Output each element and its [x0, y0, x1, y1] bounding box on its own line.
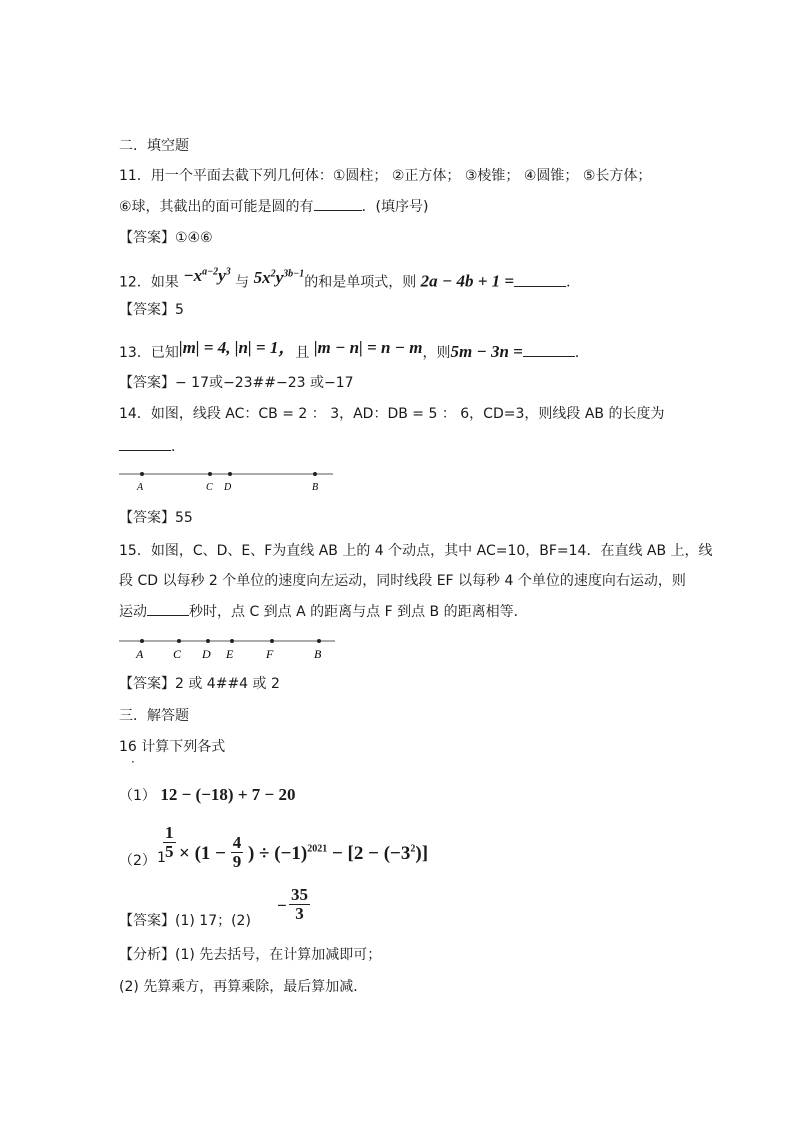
q12-term2: $5x^2y^{3b-1}$: [253, 267, 305, 287]
q14-point-b: [313, 472, 317, 476]
q16-part1-expr: 12 − (−18) + 7 − 20: [160, 785, 296, 804]
q16-answer-fraction: $\frac{35}{3}$: [291, 885, 308, 923]
q15-label-d: D: [202, 647, 211, 661]
section-title-fill-in: 二．填空题: [119, 138, 189, 154]
q14-line2: ．: [119, 436, 185, 457]
q14-line1: 14．如图，线段 AC：CB = 2 ： 3，AD：DB = 5 ： 6，CD=3，则线段 AB 的长度为: [119, 406, 665, 422]
q15-point-e: [230, 639, 234, 643]
q15-point-a: [140, 639, 144, 643]
q15-line2: 段 CD 以每秒 2 个单位的速度向左运动，同时线段 EF 以每秒 4 个单位的速度向右运动，则: [119, 573, 686, 589]
q16-part2-fraction1: $\frac{1}{5}$: [165, 823, 174, 861]
q16-dot: ·: [131, 755, 135, 769]
q14-point-a: [140, 472, 144, 476]
q11-answer: 【答案】①④⑥: [119, 230, 213, 246]
q14-label-d: D: [224, 482, 232, 493]
q16-title: 16 计算下列各式: [119, 739, 226, 755]
q16-part2-int: 1: [157, 850, 166, 866]
q11-line2: ⑥球，其截出的面可能是圆的有 ．(填序号): [119, 196, 429, 217]
q14-point-d: [228, 472, 232, 476]
q11-blank[interactable]: [314, 196, 362, 211]
q15-blank[interactable]: [147, 601, 189, 616]
q15-point-f: [270, 639, 274, 643]
q14-answer: 【答案】55: [119, 510, 193, 526]
q13-expr: 5m − 3n =: [450, 342, 523, 361]
q14-number-line: [119, 466, 339, 494]
q14-label-b: B: [312, 482, 319, 493]
q15-point-d: [206, 639, 210, 643]
q12-expr: 2a − 4b + 1 =: [420, 271, 515, 291]
q16-analysis-2: (2) 先算乘方，再算乘除，最后算加减．: [119, 979, 368, 995]
q12-blank[interactable]: [514, 272, 566, 287]
q15-line1: 15．如图，C、D、E、F为直线 AB 上的 4 个动点，其中 AC=10，BF=14．在直线 AB 上，线: [119, 543, 713, 559]
q13-cond2: |m − n| = n − m: [313, 338, 423, 357]
section-title-solve: 三．解答题: [119, 708, 189, 724]
q13-blank[interactable]: [523, 342, 575, 357]
q15-label-b: B: [314, 647, 322, 661]
q14-point-c: [208, 472, 212, 476]
q15-label-c: C: [173, 647, 182, 661]
q13-cond1: |m| = 4, |n| = 1，: [178, 338, 296, 357]
q15-label-f: F: [266, 647, 274, 661]
q15-point-c: [177, 639, 181, 643]
q16-part2: （2） 1 $\frac{1}{5}$ × (1 − $\frac{4}{9}$ ) ÷ $(-1)^{2021} - [2 - (-3^2)]$: [119, 823, 429, 871]
q14-label-c: C: [206, 482, 213, 493]
q16-part1: （1） 12 − (−18) + 7 − 20: [119, 785, 296, 804]
q12-line: 12．如果 $-x^{a-2}y^3$ 与 $5x^2y^{3b-1}$的和是单项式，则 2a − 4b + 1 = ．: [119, 265, 581, 291]
q16-part2-expr: × (1 − $\frac{4}{9}$ ) ÷ $(-1)^{2021} - [2 - (-3^2)]$: [179, 833, 429, 871]
q16-answer: 【答案】(1) 17；(2) − $\frac{35}{3}$: [119, 885, 308, 929]
q15-label-a: A: [136, 647, 144, 661]
q14-blank[interactable]: [119, 436, 171, 451]
q11-line1: 11．用一个平面去截下列几何体：①圆柱； ②正方体； ③棱锥； ④圆锥； ⑤长方体；: [119, 168, 652, 184]
q15-label-e: E: [226, 647, 234, 661]
q13-answer: 【答案】− 17或−23##−23 或−17: [119, 375, 354, 391]
q13-line: 13．已知|m| = 4, |n| = 1，且 |m − n| = n − m，则5m − 3n = ．: [119, 338, 589, 361]
q15-point-b: [317, 639, 321, 643]
q15-number-line: [119, 632, 341, 662]
q12-answer: 【答案】5: [119, 302, 184, 318]
q16-analysis-1: 【分析】(1) 先去括号，在计算加减即可；: [119, 947, 382, 963]
q15-line3: 运动 秒时，点 C 到点 A 的距离与点 F 到点 B 的距离相等．: [119, 601, 528, 622]
q12-term1: $-x^{a-2}y^3$: [183, 265, 231, 285]
q15-answer: 【答案】2 或 4##4 或 2: [119, 676, 280, 692]
q14-label-a: A: [137, 482, 144, 493]
